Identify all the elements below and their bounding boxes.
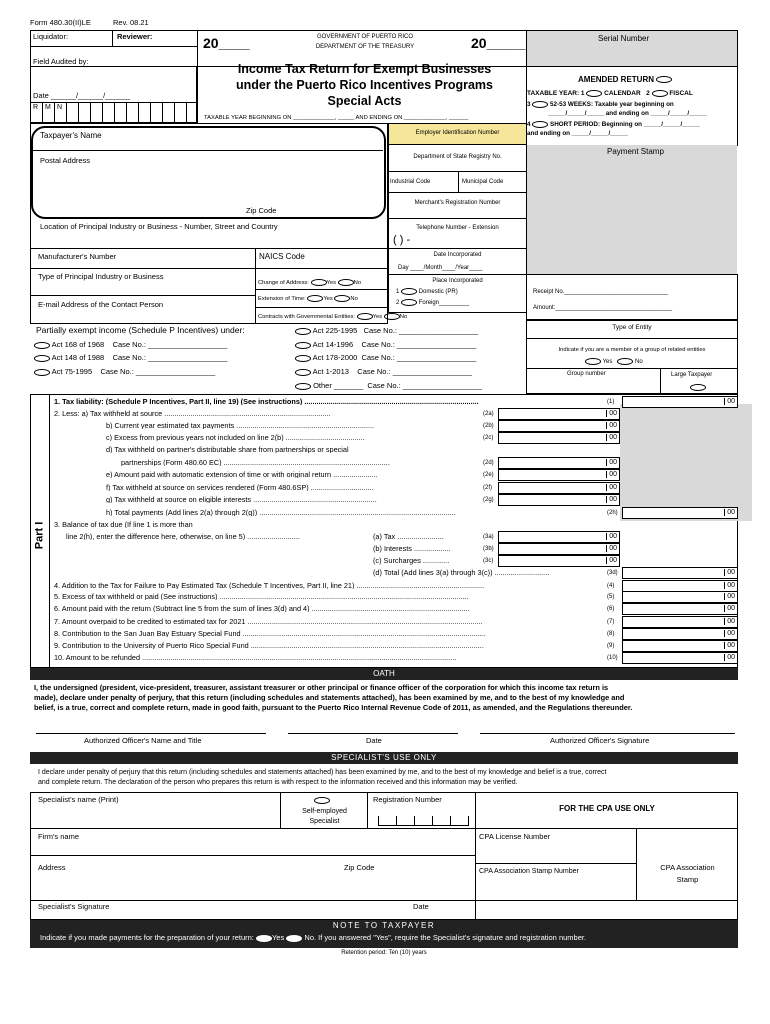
- amount-input[interactable]: 00: [498, 531, 620, 543]
- foreign-option[interactable]: 2 Foreign_________: [396, 300, 470, 307]
- municipal-code-label[interactable]: Municipal Code: [462, 179, 504, 185]
- self-employed-radio[interactable]: [314, 796, 330, 805]
- amount-input[interactable]: 00: [622, 628, 738, 640]
- telephone-format[interactable]: ( ) -: [393, 234, 411, 246]
- reviewer-label[interactable]: Reviewer:: [117, 32, 153, 41]
- line-ref: (1): [607, 399, 615, 405]
- industrial-code-label[interactable]: Industrial Code: [390, 179, 431, 185]
- specialist-date-label[interactable]: Date: [413, 902, 429, 911]
- rmn-grid: R M N: [30, 102, 197, 123]
- line-ref: (2c): [483, 435, 494, 441]
- line-3-sub: (c) Surcharges .............: [373, 556, 450, 565]
- line-3-sub: (a) Tax .......................: [373, 532, 444, 541]
- act-178-row[interactable]: Act 178-2000 Case No.: ___________________: [295, 354, 476, 362]
- type-entity-label[interactable]: Type of Entity: [612, 324, 652, 331]
- amount-input[interactable]: 00: [622, 396, 738, 408]
- line-ref: (2g): [483, 497, 494, 503]
- partial-heading: Partially exempt income (Schedule P Incentives) under:: [36, 325, 245, 335]
- naics-label[interactable]: NAICS Code: [259, 252, 305, 261]
- part-1-line: 3. Balance of tax due (If line 1 is more than: [54, 521, 193, 529]
- address-label[interactable]: Address: [38, 863, 66, 872]
- oath-heading: OATH: [30, 668, 738, 680]
- receipt-box: [526, 274, 738, 320]
- payment-stamp-label: Payment Stamp: [607, 147, 664, 156]
- payment-stamp-area: [527, 145, 737, 275]
- part-1-line: h) Total payments (Add lines 2(a) through 2(g)) .................................................................................................: [106, 509, 456, 517]
- line-ref: (2b): [483, 423, 494, 429]
- location-label[interactable]: Location of Principal Industry or Business - Number, Street and Country: [40, 222, 278, 231]
- calendar-radio: [586, 90, 602, 97]
- line-ref: (2e): [483, 472, 494, 478]
- title-line-1: Income Tax Return for Exempt Businesses: [237, 62, 492, 76]
- line-ref: (2h): [607, 510, 618, 516]
- officer-date-label[interactable]: Date: [366, 736, 382, 745]
- oath-text-2: made), declare under penalty of perjury, that this return (including schedules and statements attached), has been examined by me, and to the best of my knowledge and: [34, 693, 625, 702]
- part-1-line: 4. Addition to the Tax for Failure to Pay Estimated Tax (Schedule T Incentives, Part II, line 21) ...............................................................: [54, 582, 485, 590]
- specialist-name-label[interactable]: Specialist's name (Print): [38, 795, 119, 804]
- large-taxpayer-radio[interactable]: [690, 383, 706, 392]
- group-yes-no[interactable]: Yes No: [585, 358, 643, 365]
- act-14-row[interactable]: Act 14-1996 Case No.: ___________________: [295, 341, 476, 349]
- part-1-line: 7. Amount overpaid to be credited to estimated tax for 2021 ....................................................................................................................: [54, 618, 483, 626]
- fiscal-radio: [652, 90, 668, 97]
- taxpayer-name-label[interactable]: Taxpayer's Name: [40, 131, 102, 140]
- line-ref: (2f): [483, 485, 492, 491]
- officer-signature-label[interactable]: Authorized Officer's Signature: [550, 736, 650, 745]
- manufacturer-label[interactable]: Manufacturer's Number: [38, 252, 117, 261]
- amount-input[interactable]: 00: [622, 603, 738, 615]
- line-ref: (2d): [483, 460, 494, 466]
- gov-line-2: DEPARTMENT OF THE TREASURY: [315, 44, 415, 50]
- contracts-gov[interactable]: Contracts with Governmental Entities: Yes No: [258, 314, 408, 321]
- cpa-use-only: FOR THE CPA USE ONLY: [559, 804, 655, 813]
- part-1-line: 8. Contribution to the San Juan Bay Estuary Special Fund ........................................................................................................................: [54, 630, 486, 638]
- year-right[interactable]: 20_____: [471, 35, 526, 51]
- specialist-signature-label[interactable]: Specialist's Signature: [38, 902, 110, 911]
- act-225-row[interactable]: Act 225-1995 Case No.: ___________________: [295, 327, 478, 335]
- weeks-option[interactable]: 3 52-53 WEEKS: Taxable year beginning on: [527, 101, 674, 109]
- self-employed-label: Self-employed: [302, 808, 347, 815]
- field-audited-label[interactable]: Field Audited by:: [33, 57, 89, 66]
- amount-input[interactable]: 00: [498, 432, 620, 444]
- change-address[interactable]: Change of Address: Yes No: [258, 280, 362, 287]
- part-1-line: e) Amount paid with automatic extension of time or with original return ......................: [106, 471, 378, 479]
- amount-input[interactable]: 00: [498, 457, 620, 469]
- line-3-sub: (b) Interests ..................: [373, 544, 451, 553]
- part-1-line: 6. Amount paid with the return (Subtract line 5 from the sum of lines 3(d) and 4) ..............................................................................: [54, 605, 470, 613]
- amount-input[interactable]: 00: [498, 469, 620, 481]
- amount-input[interactable]: 00: [622, 580, 738, 592]
- oath-text-3: belief, is a true, correct and complete return, made in good faith, pursuant to the Puerto Rico Internal Revenue Code of 2011, as amended, and the Regulations thereunder.: [34, 703, 633, 712]
- large-taxpayer-label: Large Taxpayer: [671, 372, 713, 378]
- taxable-year-options[interactable]: TAXABLE YEAR: 1 CALENDAR 2 FISCAL: [527, 90, 693, 98]
- specialist-heading: SPECIALIST'S USE ONLY: [30, 752, 738, 764]
- amount-input[interactable]: 00: [498, 408, 620, 420]
- postal-address-label[interactable]: Postal Address: [40, 156, 91, 165]
- revision: Rev. 08.21: [113, 18, 149, 27]
- cpa-license-label[interactable]: CPA License Number: [479, 832, 551, 841]
- extension-time[interactable]: Extension of Time: Yes No: [258, 296, 358, 303]
- weeks-radio: [532, 101, 548, 108]
- group-number-label[interactable]: Group number: [567, 371, 606, 377]
- title-line-3: Special Acts: [327, 94, 402, 108]
- cpa-stamp-label: CPA Association: [660, 863, 715, 872]
- oath-text-1: I, the undersigned (president, vice-president, treasurer, assistant treasurer or other principal or finance officer of the corporation for which this income tax return is: [34, 683, 609, 692]
- short-radio: [532, 121, 548, 128]
- amount-input[interactable]: 00: [498, 482, 620, 494]
- line-ref: (4): [607, 583, 615, 589]
- note-heading: NOTE TO TAXPAYER: [332, 921, 436, 930]
- line-ref: (5): [607, 594, 615, 600]
- part-1-line: b) Current year estimated tax payments ....................................................................: [106, 422, 375, 430]
- amount-input[interactable]: 00: [498, 494, 620, 506]
- short-period-option[interactable]: 4 SHORT PERIOD: Beginning on _____/_____/_____: [527, 121, 700, 129]
- part-1-line: 10. Amount to be refunded ...........................................................................................................................................................: [54, 654, 457, 662]
- amount-input[interactable]: 00: [622, 567, 738, 579]
- amount-input[interactable]: 00: [622, 616, 738, 628]
- act-75-row[interactable]: Act 75-1995 Case No.: ___________________: [34, 368, 215, 376]
- part-1-line: d) Tax withheld on partner's distributable share from partnerships or special: [106, 446, 349, 454]
- registration-number-label[interactable]: Registration Number: [373, 795, 442, 804]
- date-incorporated-label: Date Incorporated: [433, 252, 482, 258]
- amount-input[interactable]: 00: [622, 507, 738, 519]
- line-ref: (8): [607, 631, 615, 637]
- firm-name-label[interactable]: Firm's name: [38, 832, 80, 841]
- line-ref: (7): [607, 619, 615, 625]
- amount-input[interactable]: 00: [622, 591, 738, 603]
- act-168-row[interactable]: Act 168 of 1968 Case No.: ___________________: [34, 341, 227, 349]
- title-line-2: under the Puerto Rico Incentives Programs: [235, 78, 493, 92]
- note-text[interactable]: Indicate if you made payments for the preparation of your return: Yes No. If you answered "Yes", require the Specialist's signature and registration number.: [40, 933, 587, 942]
- amount-input[interactable]: 00: [622, 640, 738, 652]
- year-left[interactable]: 20____: [203, 35, 250, 51]
- other-act-row[interactable]: Other _______ Case No.: ___________________: [295, 382, 482, 390]
- serial-number-label: Serial Number: [598, 34, 650, 43]
- amount-input[interactable]: 00: [498, 555, 620, 567]
- part-1-line: partnerships (Form 480.60 EC) ..................................................................................: [121, 459, 390, 467]
- part-1-line: f) Tax withheld at source on services rendered (Form 480.6SP) ...............................: [106, 484, 374, 492]
- specialist-declaration-1: I declare under penalty of perjury that this return (including schedules and statements attached) has been examined by me, and to the best of my knowledge and belief is a true, correct: [38, 769, 607, 776]
- amount-field[interactable]: Amount:___________________________________: [533, 305, 673, 311]
- type-industry-label[interactable]: Type of Principal Industry or Business: [38, 272, 164, 281]
- officer-name-label[interactable]: Authorized Officer's Name and Title: [84, 736, 202, 745]
- registration-boxes[interactable]: [378, 816, 468, 826]
- part-1-label: Part I: [33, 521, 46, 550]
- date-incorporated-field[interactable]: Day ____/Month____/Year____: [398, 265, 483, 271]
- line-ref: (6): [607, 606, 615, 612]
- act-1-row[interactable]: Act 1-2013 Case No.: ___________________: [295, 368, 472, 376]
- group-question: Indicate if you are a member of a group of related entities: [558, 347, 706, 353]
- form-number: Form 480.30(II)LE: [30, 18, 91, 27]
- receipt-field[interactable]: Receipt No._______________________________: [533, 289, 668, 295]
- part-1-line: g) Tax withheld at source on eligible interests .............................................................: [106, 496, 377, 504]
- liquidator-label[interactable]: Liquidator:: [33, 32, 69, 41]
- specialist-declaration-2: and complete return. The declaration of the person who prepares this return is with respect to the information received and this information may be verified.: [38, 779, 518, 786]
- amount-input[interactable]: 00: [498, 543, 620, 555]
- domestic-option[interactable]: 1 Domestic (PR): [396, 289, 458, 296]
- amended-return-label[interactable]: AMENDED RETURN: [578, 76, 672, 84]
- telephone-label[interactable]: Telephone Number - Extension: [416, 225, 499, 231]
- line-ref: (2a): [483, 411, 494, 417]
- line-ref: (10): [607, 655, 618, 661]
- retention-period: Retention period: Ten (10) years: [341, 950, 427, 956]
- amended-radio: [656, 76, 672, 83]
- zip-code-label[interactable]: Zip Code: [246, 206, 277, 215]
- merchant-label[interactable]: Merchant's Registration Number: [414, 200, 501, 206]
- taxable-year-line[interactable]: TAXABLE YEAR BEGINNING ON _____________, _____ AND ENDING ON _____________, ______: [204, 115, 469, 121]
- part-1-line: 1. Tax liability: (Schedule P Incentives, Part II, line 19) (See instructions) ......................................................................................: [54, 398, 479, 406]
- amount-input[interactable]: 00: [498, 420, 620, 432]
- part-1-line: 9. Contribution to the University of Puerto Rico Special Fund ...................................................................................................................: [54, 642, 484, 650]
- date-label[interactable]: Date ______/______/______: [33, 91, 131, 100]
- line-3-sub: (d) Total (Add lines 3(a) through 3(c)) ...........................: [373, 568, 550, 577]
- amount-input[interactable]: 00: [622, 652, 738, 664]
- weeks-line-2[interactable]: _____/_____/_____ and ending on _____/_____/_____: [548, 110, 707, 117]
- act-148-row[interactable]: Act 148 of 1988 Case No.: ___________________: [34, 354, 227, 362]
- email-label[interactable]: E-mail Address of the Contact Person: [38, 300, 164, 309]
- part-1-line: 2. Less: a) Tax withheld at source ..................................................................................: [54, 410, 331, 418]
- part-1-line: c) Excess from previous years not included on line 2(b) .......................................: [106, 434, 365, 442]
- part-1-line: line 2(h), enter the difference here, otherwise, on line 5) ..........................: [66, 533, 300, 541]
- place-incorporated-label: Place Incorporated: [432, 278, 483, 284]
- zip-label[interactable]: Zip Code: [344, 863, 375, 872]
- gov-line-1: GOVERNMENT OF PUERTO RICO: [316, 34, 413, 40]
- dos-registry-label[interactable]: Department of State Registry No.: [413, 154, 502, 160]
- short-period-line-2[interactable]: and ending on _____/_____/_____: [527, 130, 628, 137]
- part-1-line: 5. Excess of tax withheld or paid (See instructions) ...........................................................................................................................: [54, 593, 469, 601]
- cpa-stamp-number-label[interactable]: CPA Association Stamp Number: [479, 868, 579, 875]
- line-ref: (9): [607, 643, 615, 649]
